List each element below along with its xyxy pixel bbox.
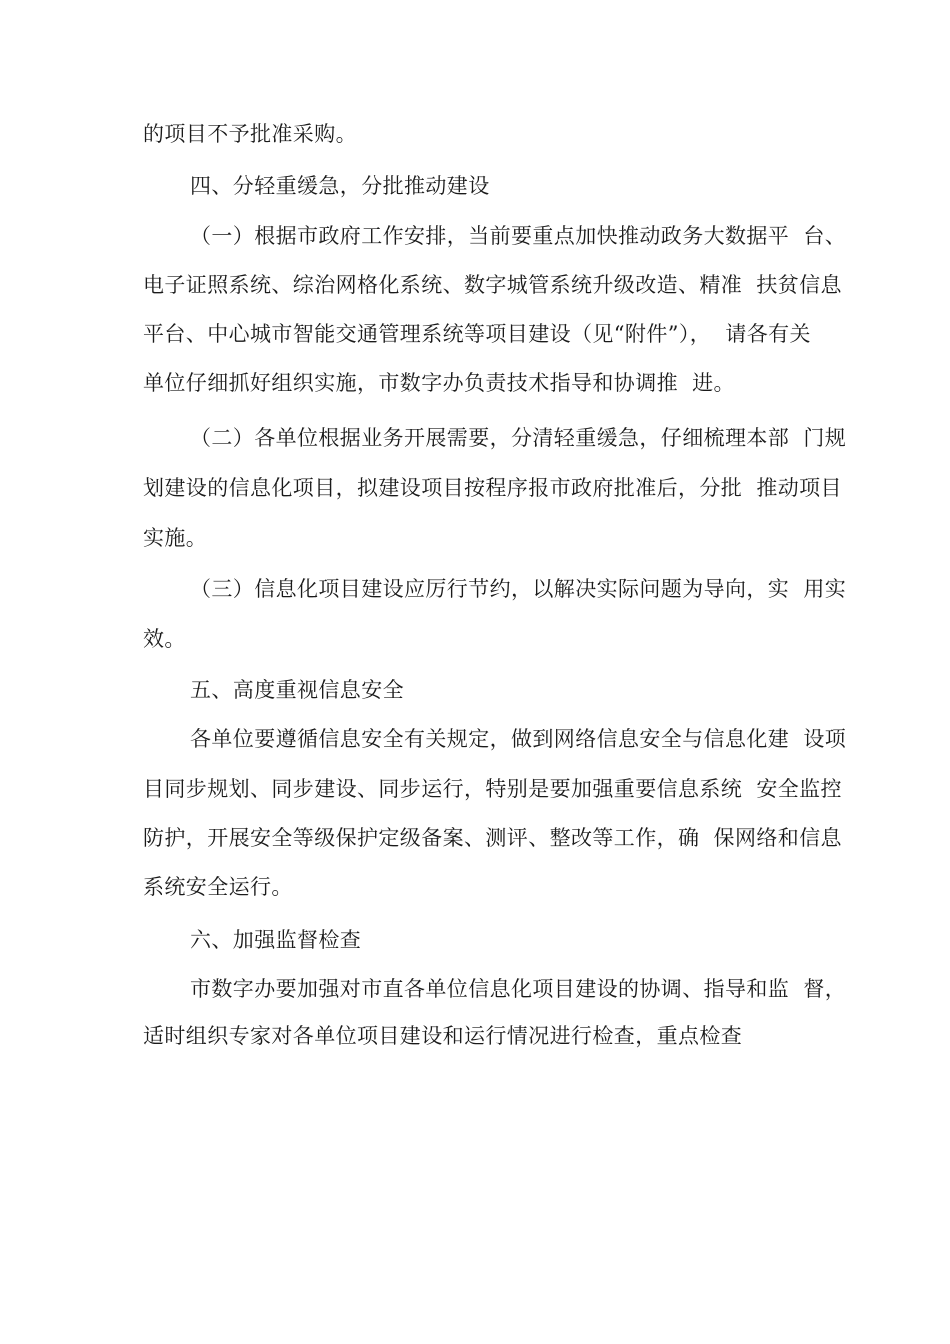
paragraph-line: （一）根据市政府工作安排，当前要重点加快推动政务大数据平 台、 [190,224,847,248]
paragraph-line: 目同步规划、同步建设、同步运行，特别是要加强重要信息系统 安全监控 [143,777,842,801]
section-heading-6: 六、加强监督检查 [190,928,362,952]
paragraph-line: 各单位要遵循信息安全有关规定，做到网络信息安全与信息化建 设项 [190,727,847,751]
paragraph-line: 适时组织专家对各单位项目建设和运行情况进行检查，重点检查 [143,1024,743,1048]
paragraph-line: （二）各单位根据业务开展需要，分清轻重缓急，仔细梳理本部 门规 [190,426,847,450]
paragraph-line: 平台、中心城市智能交通管理系统等项目建设（见“附件”）， 请各有关 [143,322,811,346]
section-heading-5: 五、高度重视信息安全 [190,678,404,702]
paragraph-continuation-line: 的项目不予批准采购。 [143,122,357,146]
paragraph-line: 系统安全运行。 [143,875,293,899]
section-heading-4: 四、分轻重缓急，分批推动建设 [190,174,490,198]
paragraph-line: 单位仔细抓好组织实施，市数字办负责技术指导和协调推 进。 [143,371,735,395]
paragraph-line: 市数字办要加强对市直各单位信息化项目建设的协调、指导和监 督， [190,977,847,1001]
paragraph-line: 划建设的信息化项目，拟建设项目按程序报市政府批准后，分批 推动项目 [143,476,842,500]
paragraph-line: 电子证照系统、综治网格化系统、数字城管系统升级改造、精准 扶贫信息 [143,273,842,297]
paragraph-line: 防护，开展安全等级保护定级备案、测评、整改等工作，确 保网络和信息 [143,826,842,850]
paragraph-line: 实施。 [143,526,208,550]
paragraph-line: 效。 [143,627,186,651]
paragraph-line: （三）信息化项目建设应厉行节约，以解决实际问题为导向，实 用实 [190,577,847,601]
